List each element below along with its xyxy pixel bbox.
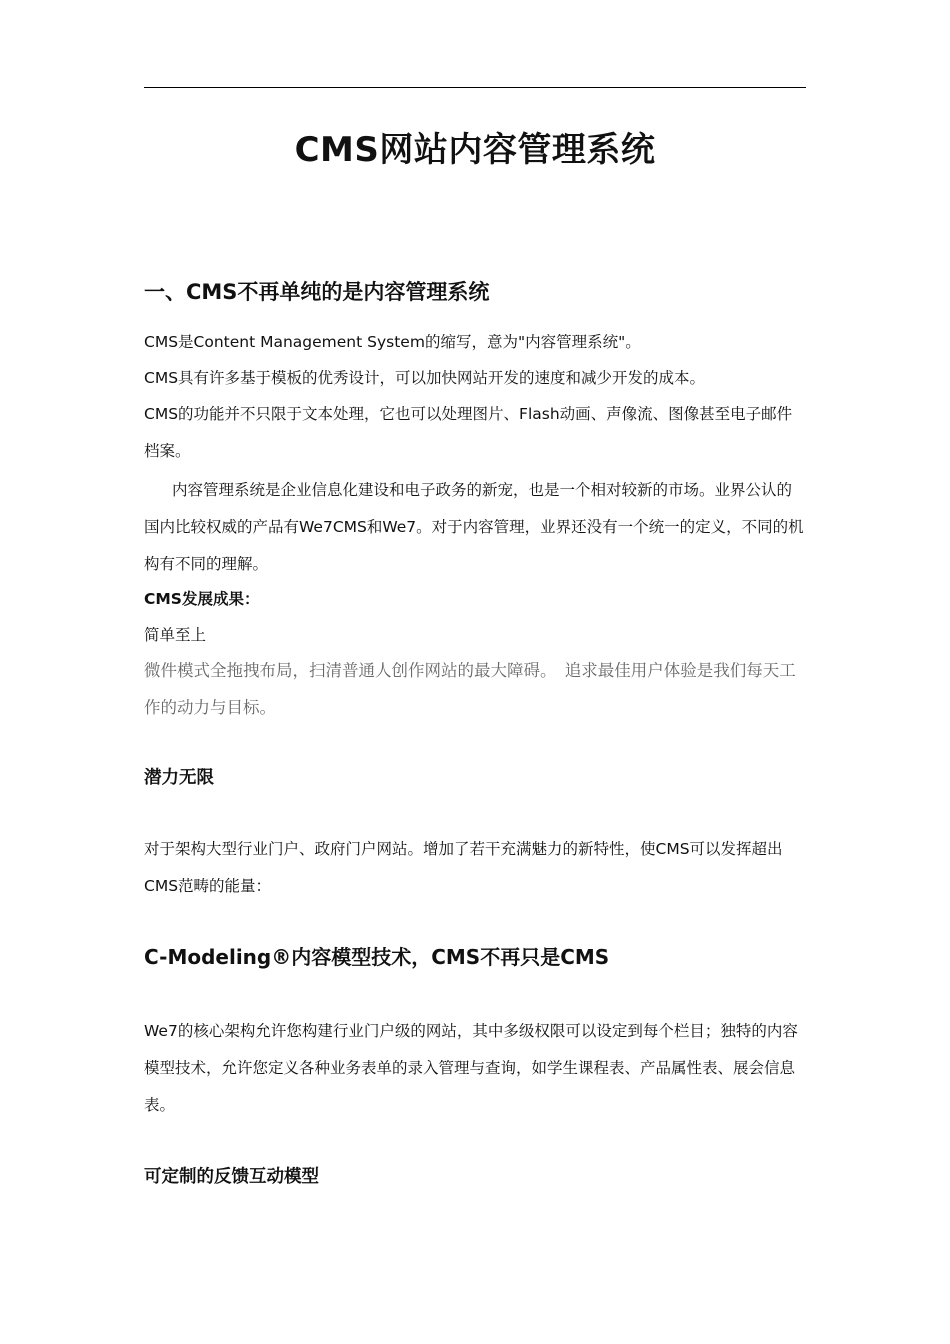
potential-heading: 潜力无限 — [144, 768, 214, 788]
simple-label: 简单至上 — [144, 626, 207, 644]
paragraph-cms-templates: CMS具有许多基于模板的优秀设计，可以加快网站开发的速度和减少开发的成本。 — [144, 369, 706, 387]
results-label: CMS发展成果： — [144, 590, 260, 608]
header-rule — [144, 87, 806, 88]
paragraph-cms-market: 内容管理系统是企业信息化建设和电子政务的新宠，也是一个相对较新的市场。业界公认的国内比较权威的产品有We7CMS和We7。对于内容管理，业界还没有一个统一的定义，不同的机构有不同的理解。 — [144, 481, 804, 573]
modeling-heading: C-Modeling®内容模型技术，CMS不再只是CMS — [144, 945, 610, 969]
section-heading-cms: 一、CMS不再单纯的是内容管理系统 — [144, 280, 490, 304]
feedback-heading: 可定制的反馈互动模型 — [144, 1167, 319, 1187]
simple-text: 微件模式全拖拽布局，扫清普通人创作网站的最大障碍。 追求最佳用户体验是我们每天工作的动力与目标。 — [144, 661, 796, 717]
paragraph-cms-functions: CMS的功能并不只限于文本处理，它也可以处理图片、Flash动画、声像流、图像甚至电子邮件档案。 — [144, 405, 793, 460]
modeling-text: We7的核心架构允许您构建行业门户级的网站，其中多级权限可以设定到每个栏目；独特的内容模型技术，允许您定义各种业务表单的录入管理与查询，如学生课程表、产品属性表、展会信息表。 — [144, 1022, 798, 1114]
potential-text: 对于架构大型行业门户、政府门户网站。增加了若干充满魅力的新特性，使CMS可以发挥超出CMS范畴的能量： — [144, 840, 783, 895]
page-title: CMS网站内容管理系统 — [294, 130, 656, 170]
paragraph-cms-definition: CMS是Content Management System的缩写，意为"内容管理系统"。 — [144, 333, 641, 351]
